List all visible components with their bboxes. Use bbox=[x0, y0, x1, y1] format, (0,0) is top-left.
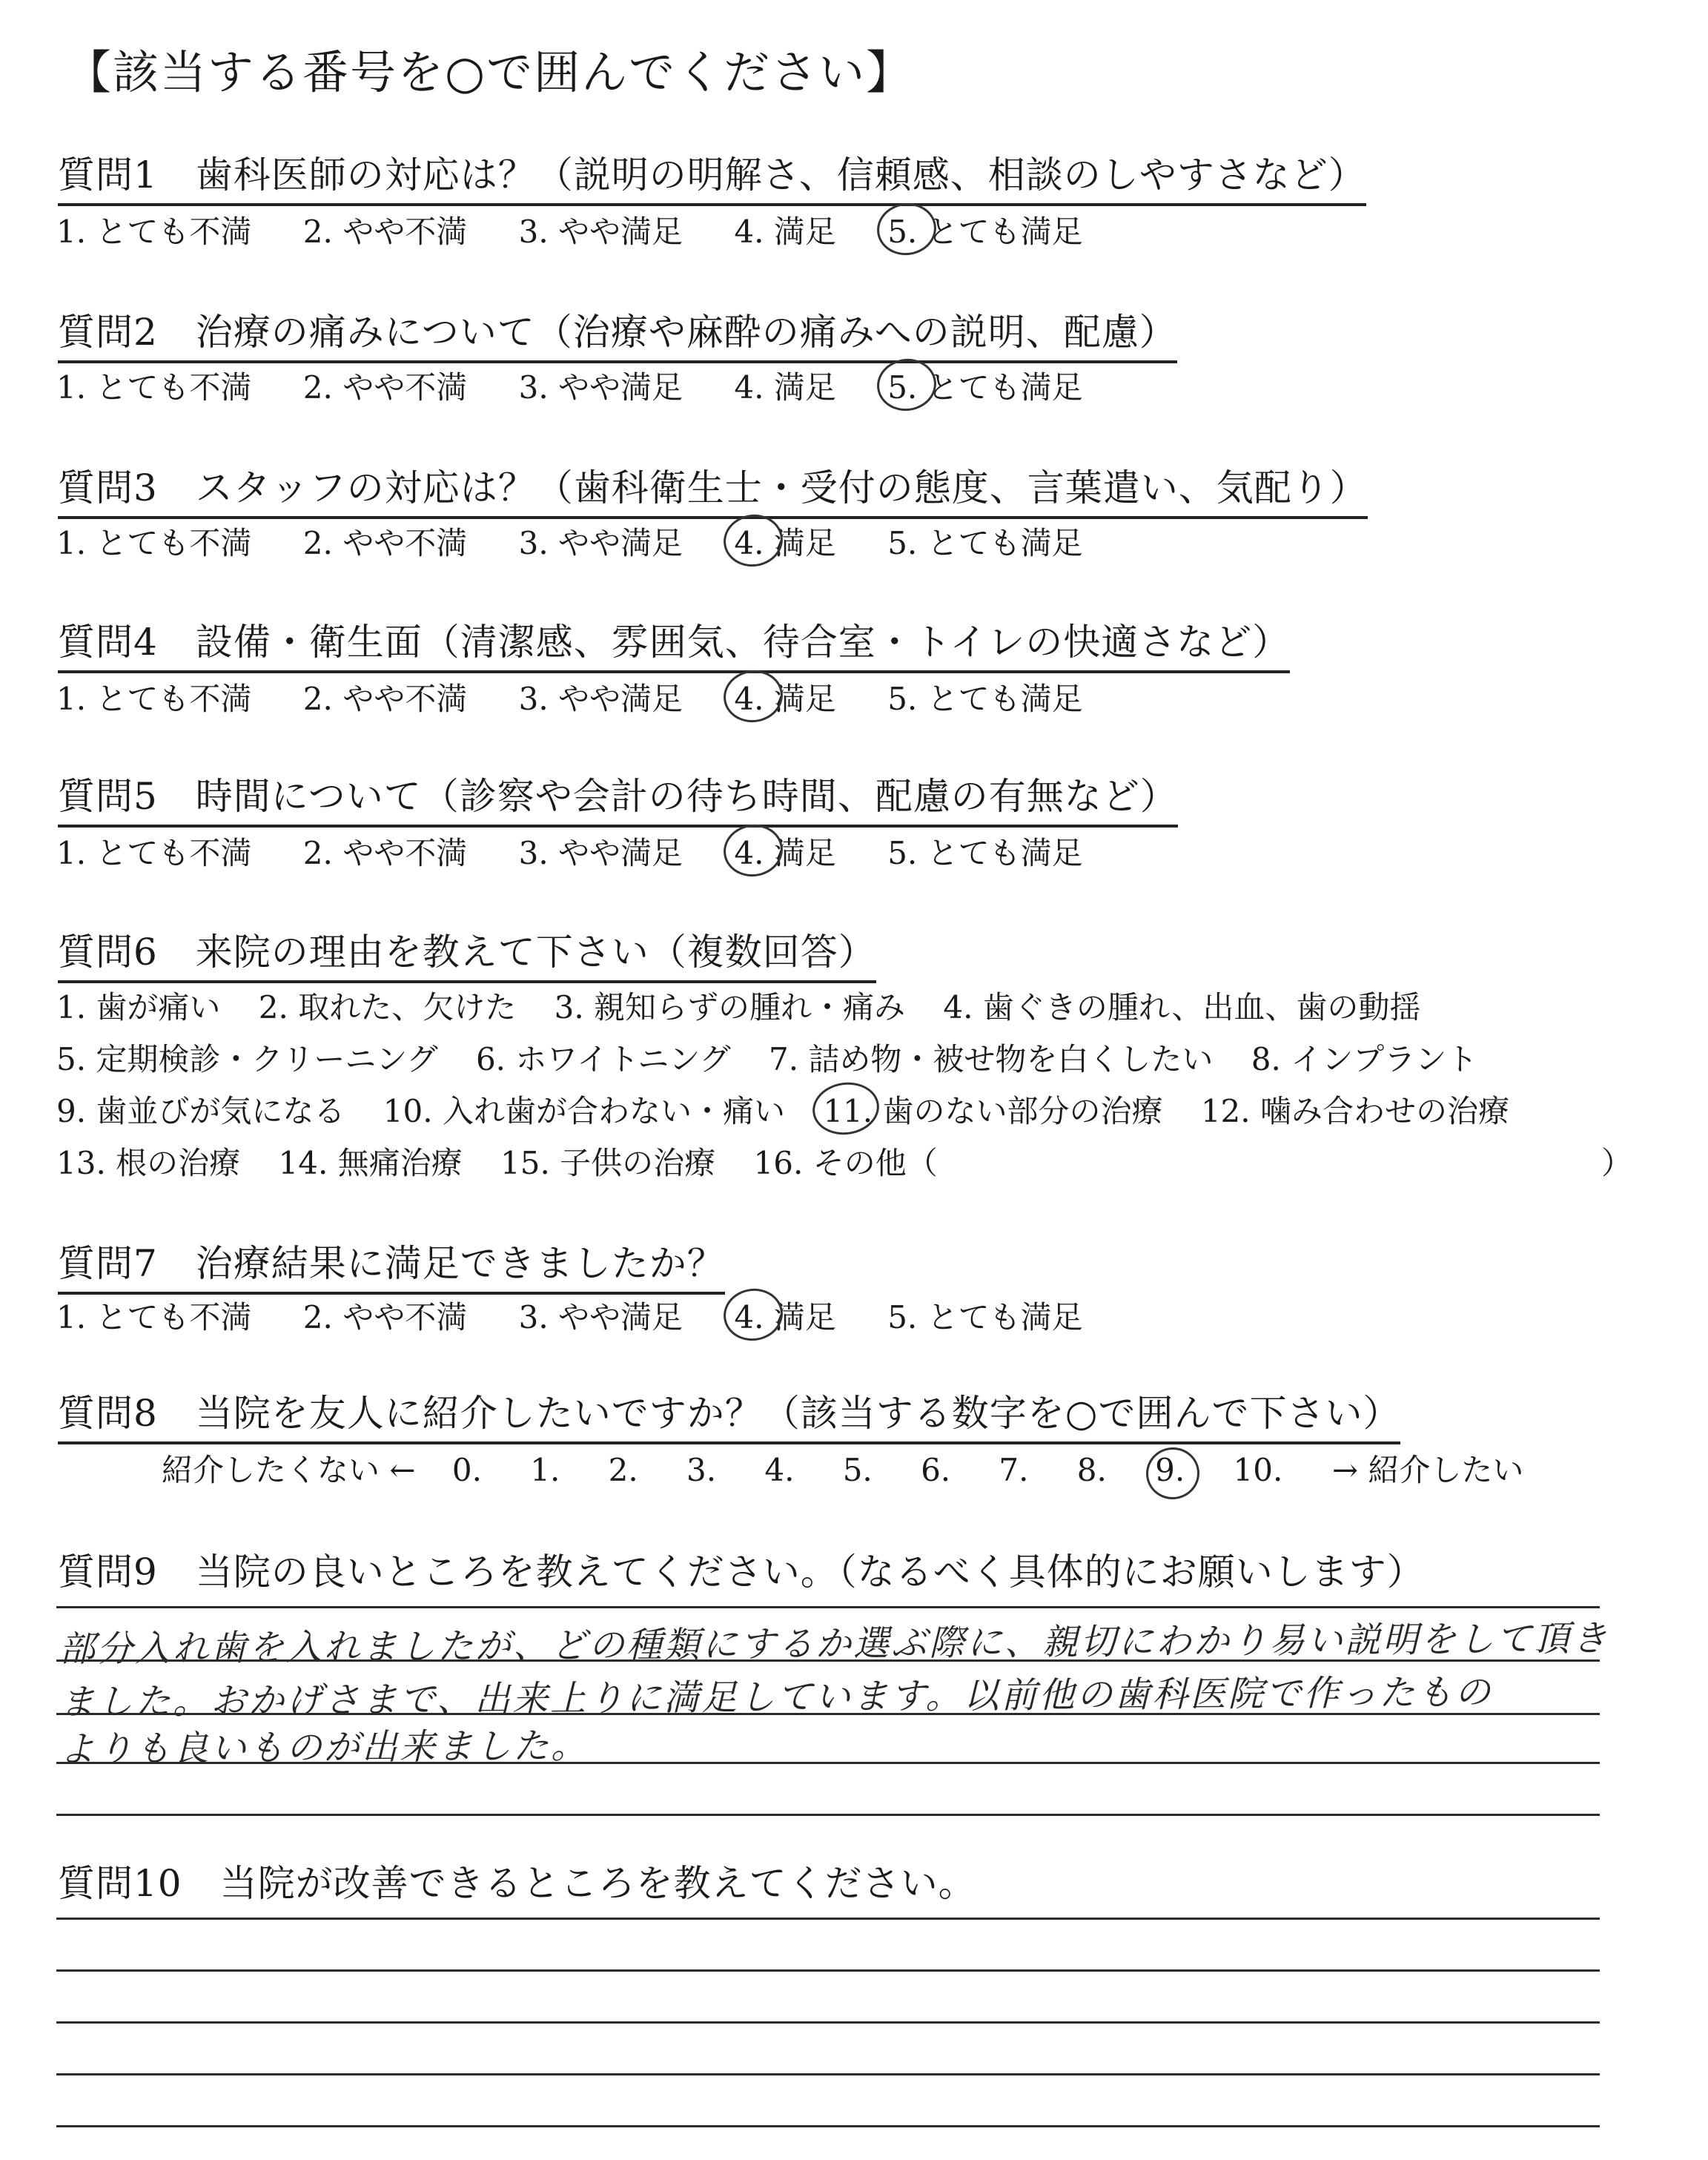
q6-option-10[interactable]: 10. 入れ歯が合わない・痛い bbox=[383, 1093, 785, 1129]
q3-option-4[interactable] bbox=[734, 519, 835, 564]
answer-line bbox=[56, 1814, 1600, 1816]
question-3-options bbox=[56, 519, 1125, 564]
q9-answer-line-1: 部分入れ歯を入れましたが、どの種類にするか選ぶ際に、親切にわかり易い説明をして頂き bbox=[59, 1617, 1610, 1671]
question-4-title: 質問4 設備・衛生面（清潔感、雰囲気、待合室・トイレの快適さなど） bbox=[58, 612, 1290, 673]
q8-number-7[interactable]: 7. bbox=[999, 1452, 1029, 1488]
q3-option-2[interactable]: 2. やや不満 bbox=[302, 525, 468, 561]
selection-circle bbox=[721, 511, 787, 570]
question-3-title: 質問3 スタッフの対応は？（歯科衛生士・受付の態度、言葉遣い、気配り） bbox=[58, 458, 1368, 519]
selection-circle bbox=[874, 355, 940, 415]
q6-option-4[interactable]: 4. 歯ぐきの腫れ、出血、歯の動揺 bbox=[943, 989, 1421, 1025]
q2-option-1[interactable]: 1. とても不満 bbox=[56, 369, 252, 406]
q5-option-4-label: 4. 満足 bbox=[734, 835, 836, 871]
q9-answer-line-3: よりも良いものが出来ました。 bbox=[59, 1725, 589, 1771]
q4-option-3[interactable]: 3. やや満足 bbox=[518, 681, 683, 717]
question-4-options bbox=[56, 675, 1125, 719]
question-1-options bbox=[56, 208, 1125, 252]
answer-line[interactable] bbox=[56, 1918, 1600, 1920]
q6-option-6[interactable]: 6. ホワイトニング bbox=[475, 1041, 731, 1077]
q6-option-7[interactable]: 7. 詰め物・被せ物を白くしたい bbox=[768, 1041, 1214, 1077]
q6-option-9[interactable]: 9. 歯並びが気になる bbox=[56, 1093, 345, 1129]
q6-row-4 bbox=[56, 1139, 966, 1183]
selection-circle bbox=[721, 667, 787, 726]
q6-row-1 bbox=[56, 983, 1449, 1028]
q8-number-4[interactable]: 4. bbox=[764, 1452, 795, 1488]
q6-option-13[interactable]: 13. 根の治療 bbox=[56, 1145, 241, 1181]
question-7-title: 質問7 治療結果に満足できましたか？ bbox=[58, 1234, 725, 1295]
selection-circle bbox=[810, 1078, 883, 1139]
answer-line bbox=[56, 1762, 1600, 1764]
question-10-title: 質問10 当院が改善できるところを教えてください。 bbox=[58, 1862, 976, 1905]
q8-number-8[interactable]: 8. bbox=[1076, 1452, 1107, 1488]
question-5-options bbox=[56, 829, 1125, 873]
q6-option-12[interactable]: 12. 噛み合わせの治療 bbox=[1200, 1093, 1509, 1129]
answer-line bbox=[56, 1713, 1600, 1715]
q3-option-3[interactable]: 3. やや満足 bbox=[518, 525, 683, 561]
answer-line[interactable] bbox=[56, 2073, 1600, 2075]
q8-scale bbox=[162, 1446, 1523, 1490]
q5-option-1[interactable]: 1. とても不満 bbox=[56, 835, 252, 871]
question-2-title: 質問2 治療の痛みについて（治療や麻酔の痛みへの説明、配慮） bbox=[58, 303, 1177, 363]
q6-option-2[interactable]: 2. 取れた、欠けた bbox=[258, 989, 517, 1025]
q6-option-11[interactable] bbox=[823, 1087, 1162, 1132]
q1-option-4[interactable]: 4. 満足 bbox=[734, 214, 836, 250]
q9-answer-line-2: ました。おかげさまで、出来上りに満足しています。以前他の歯科医院で作ったもの bbox=[59, 1671, 1493, 1723]
q2-option-5-label: 5. とても満足 bbox=[887, 369, 1083, 406]
q5-option-2[interactable]: 2. やや不満 bbox=[302, 835, 468, 871]
q6-row-3 bbox=[56, 1087, 1537, 1132]
q6-option-5[interactable]: 5. 定期検診・クリーニング bbox=[56, 1041, 438, 1077]
q1-option-3[interactable]: 3. やや満足 bbox=[518, 214, 683, 250]
q4-option-4-label: 4. 満足 bbox=[734, 681, 836, 717]
q6-option-16[interactable]: 16. その他（ bbox=[753, 1145, 938, 1181]
q8-number-9-label: 9. bbox=[1155, 1452, 1185, 1488]
q1-option-2[interactable]: 2. やや不満 bbox=[302, 214, 468, 250]
q8-number-2[interactable]: 2. bbox=[608, 1452, 638, 1488]
q8-right-label: → 紹介したい bbox=[1331, 1452, 1524, 1488]
q7-option-5[interactable]: 5. とても満足 bbox=[887, 1299, 1083, 1335]
q7-option-4[interactable] bbox=[734, 1293, 835, 1338]
q7-option-3[interactable]: 3. やや満足 bbox=[518, 1299, 683, 1335]
q6-option-15[interactable]: 15. 子供の治療 bbox=[500, 1145, 716, 1181]
q1-option-5[interactable] bbox=[887, 208, 1082, 252]
selection-circle bbox=[874, 199, 940, 259]
q8-left-label: 紹介したくない ← bbox=[162, 1452, 416, 1488]
q1-option-5-label: 5. とても満足 bbox=[887, 214, 1083, 250]
answer-line bbox=[56, 1606, 1600, 1608]
q6-option-14[interactable]: 14. 無痛治療 bbox=[278, 1145, 463, 1181]
q8-number-10[interactable]: 10. bbox=[1233, 1452, 1283, 1488]
q1-option-1[interactable]: 1. とても不満 bbox=[56, 214, 252, 250]
q3-option-4-label: 4. 満足 bbox=[734, 525, 836, 561]
answer-line[interactable] bbox=[56, 2125, 1600, 2127]
q2-option-4[interactable]: 4. 満足 bbox=[734, 369, 836, 406]
answer-line bbox=[56, 1659, 1600, 1662]
q8-number-1[interactable]: 1. bbox=[530, 1452, 560, 1488]
q3-option-1[interactable]: 1. とても不満 bbox=[56, 525, 252, 561]
q4-option-5[interactable]: 5. とても満足 bbox=[887, 681, 1083, 717]
answer-line[interactable] bbox=[56, 2021, 1600, 2024]
answer-line[interactable] bbox=[56, 1969, 1600, 1972]
q7-option-2[interactable]: 2. やや不満 bbox=[302, 1299, 468, 1335]
question-9-title: 質問9 当院の良いところを教えてください。（なるべく具体的にお願いします） bbox=[58, 1550, 1425, 1593]
selection-circle bbox=[1143, 1444, 1203, 1502]
question-8-title: 質問8 当院を友人に紹介したいですか？（該当する数字を○で囲んで下さい） bbox=[58, 1384, 1400, 1444]
q4-option-4[interactable] bbox=[734, 675, 835, 719]
q6-option-8[interactable]: 8. インプラント bbox=[1251, 1041, 1478, 1077]
q2-option-3[interactable]: 3. やや満足 bbox=[518, 369, 683, 406]
q6-option-3[interactable]: 3. 親知らずの腫れ・痛み bbox=[554, 989, 906, 1025]
q8-number-3[interactable]: 3. bbox=[686, 1452, 717, 1488]
q5-option-3[interactable]: 3. やや満足 bbox=[518, 835, 683, 871]
q8-number-5[interactable]: 5. bbox=[842, 1452, 873, 1488]
q4-option-2[interactable]: 2. やや不満 bbox=[302, 681, 468, 717]
question-6-title: 質問6 来院の理由を教えて下さい（複数回答） bbox=[58, 922, 876, 983]
q6-other-close-paren: ） bbox=[1601, 1145, 1633, 1181]
selection-circle bbox=[721, 821, 787, 880]
q6-option-1[interactable]: 1. 歯が痛い bbox=[56, 989, 221, 1025]
q3-option-5[interactable]: 5. とても満足 bbox=[887, 525, 1083, 561]
q2-option-5[interactable] bbox=[887, 363, 1082, 408]
q6-option-11-label: 11. 歯のない部分の治療 bbox=[823, 1093, 1163, 1129]
form-header: 【該当する番号を○で囲んでください】 bbox=[65, 45, 914, 99]
q5-option-4[interactable] bbox=[734, 829, 835, 873]
q8-number-9[interactable] bbox=[1155, 1452, 1223, 1488]
q4-option-1[interactable]: 1. とても不満 bbox=[56, 681, 252, 717]
selection-circle bbox=[721, 1285, 787, 1344]
q8-number-6[interactable]: 6. bbox=[921, 1452, 951, 1488]
question-1-title: 質問1 歯科医師の対応は？（説明の明解さ、信頼感、相談のしやすさなど） bbox=[58, 145, 1366, 206]
question-7-options bbox=[56, 1293, 1125, 1338]
q8-number-0[interactable]: 0. bbox=[451, 1452, 482, 1488]
question-5-title: 質問5 時間について（診察や会計の待ち時間、配慮の有無など） bbox=[58, 767, 1178, 828]
q2-option-2[interactable]: 2. やや不満 bbox=[302, 369, 468, 406]
q7-option-4-label: 4. 満足 bbox=[734, 1299, 836, 1335]
q5-option-5[interactable]: 5. とても満足 bbox=[887, 835, 1083, 871]
q6-row-2 bbox=[56, 1035, 1506, 1080]
q7-option-1[interactable]: 1. とても不満 bbox=[56, 1299, 252, 1335]
question-2-options bbox=[56, 363, 1125, 408]
